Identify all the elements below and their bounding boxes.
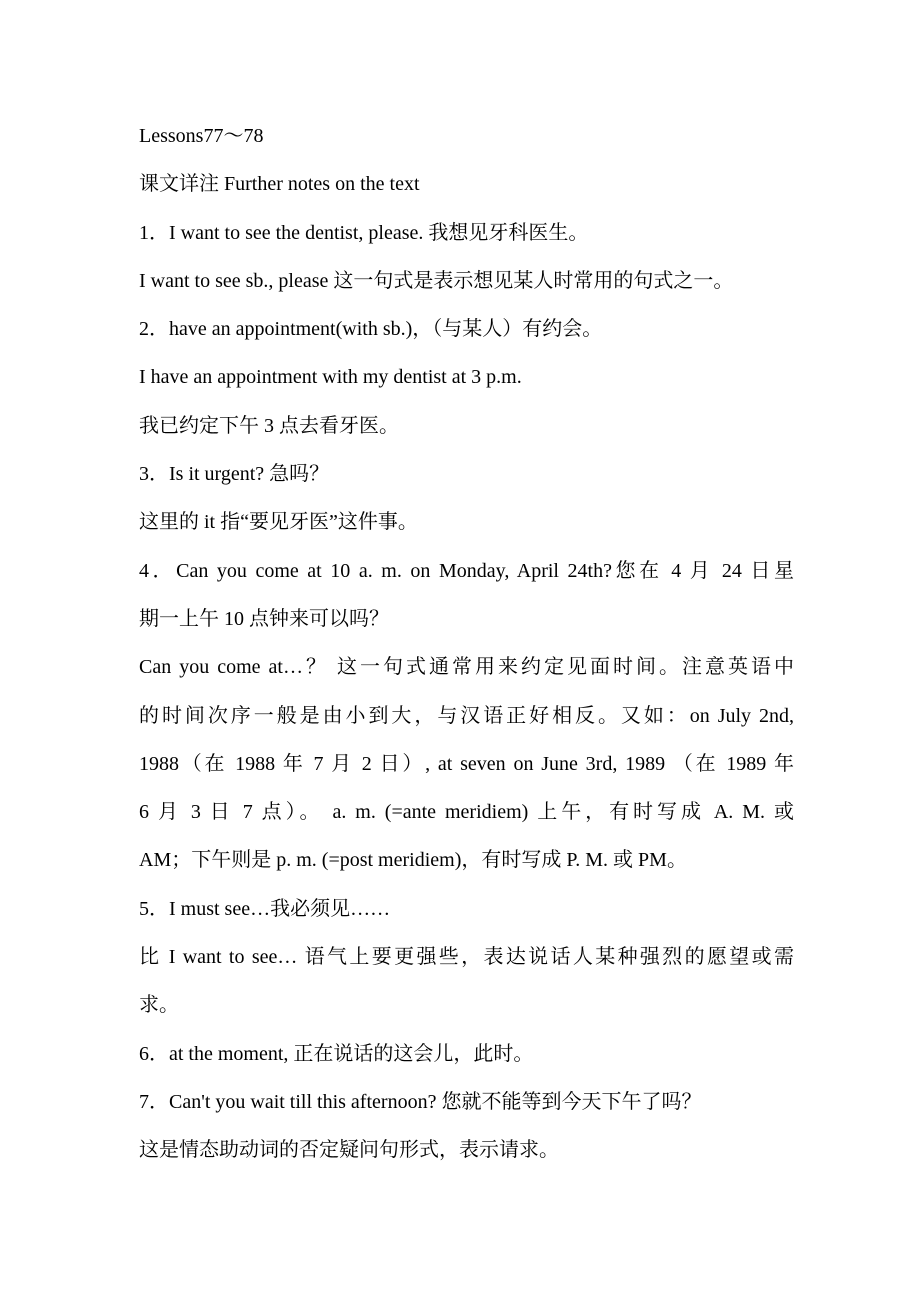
note-2-example: I have an appointment with my dentist at 3 p.m. <box>139 366 522 389</box>
note-1: 1．I want to see the dentist, please. 我想见牙科医生。 <box>139 221 589 244</box>
lesson-title: Lessons77～78 <box>139 125 264 147</box>
note-2: 2．have an appointment(with sb.)，（与某人）有约会。 <box>139 318 603 341</box>
note-5-explanation-line-1: 比 I want to see… 语气上要更强些，表达说话人某种强烈的愿望或需 <box>139 946 794 969</box>
note-4-explanation-line-3: 1988（在 1988 年 7 月 2 日）, at seven on June 3rd, 1989 （在 1989 年 <box>139 752 794 775</box>
note-3: 3．Is it urgent? 急吗？ <box>139 463 330 486</box>
note-4-explanation-line-4: 6 月 3 日 7 点）。 a. m. (=ante meridiem) 上午，有时写成 A. M. 或 <box>139 801 794 824</box>
document-body <box>139 112 794 1175</box>
note-2-translation: 我已约定下午 3 点去看牙医。 <box>139 414 399 437</box>
note-4-continued: 期一上午 10 点钟来可以吗？ <box>139 607 389 630</box>
note-4-explanation-line-2: 的时间次序一般是由小到大，与汉语正好相反。又如：on July 2nd, <box>139 704 794 727</box>
note-4: 4．Can you come at 10 a. m. on Monday, April 24th?您在 4 月 24 日星 <box>139 559 794 582</box>
note-7: 7．Can't you wait till this afternoon? 您就不能等到今天下午了吗？ <box>139 1090 702 1113</box>
note-5-explanation-line-2: 求。 <box>139 994 179 1017</box>
section-heading: 课文详注 Further notes on the text <box>139 173 420 196</box>
note-4-explanation-line-1: Can you come at…？ 这一句式通常用来约定见面时间。注意英语中 <box>139 656 794 679</box>
note-5: 5．I must see…我必须见…… <box>139 897 391 920</box>
note-6: 6．at the moment, 正在说话的这会儿，此时。 <box>139 1042 534 1065</box>
note-1-explanation: I want to see sb., please 这一句式是表示想见某人时常用的句式之一。 <box>139 269 734 292</box>
note-7-explanation: 这是情态助动词的否定疑问句形式，表示请求。 <box>139 1139 559 1162</box>
note-4-explanation-line-5: AM；下午则是 p. m. (=post meridiem)，有时写成 P. M. 或 PM。 <box>139 849 687 872</box>
note-3-explanation: 这里的 it 指“要见牙医”这件事。 <box>139 511 418 534</box>
